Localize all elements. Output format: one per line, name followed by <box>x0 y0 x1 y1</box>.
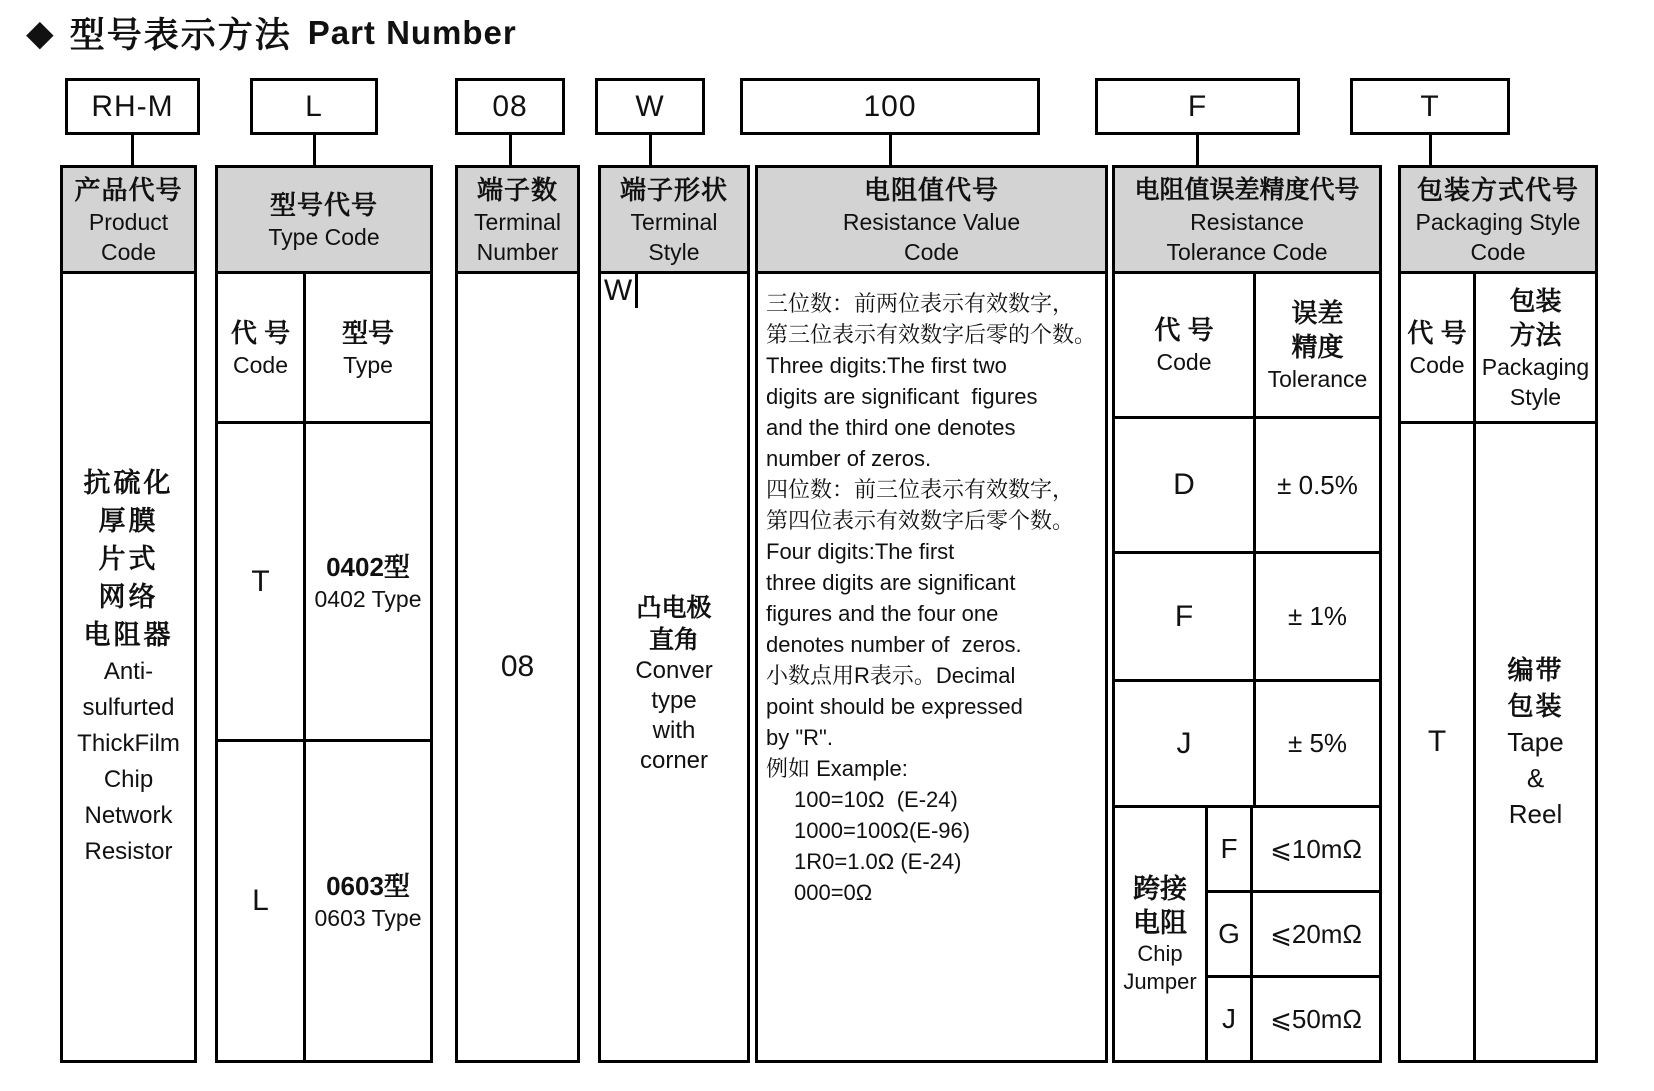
connector-line-tolerance <box>1196 133 1199 167</box>
product-header-cn: 产品代号 <box>74 174 183 205</box>
tolerance-col-value-cn2: 精度 <box>1291 332 1344 362</box>
packaging-table-head-row <box>1401 274 1595 424</box>
type-table <box>218 274 430 1060</box>
column-packaging <box>1398 165 1598 1063</box>
chip-jumper-rows <box>1208 808 1379 1060</box>
section-title <box>26 8 517 58</box>
part-code-box-terminal-style: W <box>595 78 705 135</box>
chip-jumper-en2: Jumper <box>1123 969 1197 994</box>
type-col-code-cn: 代 号 <box>230 317 291 348</box>
column-header-product <box>63 168 194 274</box>
packaging-header-en2: Code <box>1470 238 1526 265</box>
column-type <box>215 165 433 1063</box>
column-header-terminal-number <box>458 168 577 274</box>
type-row-0402-code: T <box>218 424 306 739</box>
resistance-header-en2: Code <box>904 238 959 265</box>
packaging-row-code: T <box>1401 424 1476 1060</box>
tolerance-row-j-code: J <box>1115 682 1256 805</box>
type-col-type-en: Type <box>343 351 393 378</box>
resistance-header-en1: Resistance Value <box>842 208 1021 235</box>
chip-jumper-cn2: 电阻 <box>1133 908 1187 938</box>
terminal-style-header-cn: 端子形状 <box>619 174 728 205</box>
type-col-type-header <box>306 274 430 421</box>
packaging-col-style-header <box>1476 274 1595 421</box>
tolerance-col-code-cn: 代 号 <box>1154 315 1214 345</box>
section-title-en: Part Number <box>307 14 517 51</box>
packaging-row-tape-reel <box>1401 424 1595 1060</box>
terminal-style-header-en2: Style <box>648 238 700 265</box>
product-description-cn: 抗硫化 厚膜 片式 网络 电阻器 <box>83 468 174 650</box>
terminal-style-desc-en: Conver type with corner <box>635 657 713 774</box>
tolerance-col-code-header <box>1115 274 1256 416</box>
type-row-0603-code: L <box>218 742 306 1060</box>
connector-line-resistance <box>889 133 892 167</box>
tolerance-jumper-section <box>1115 808 1379 1060</box>
tolerance-table <box>1115 274 1379 1060</box>
tolerance-row-j <box>1115 682 1379 808</box>
type-col-type-cn: 型号 <box>341 317 394 348</box>
part-code-box-terminal-number: 08 <box>455 78 565 135</box>
tolerance-col-value-en: Tolerance <box>1267 366 1368 392</box>
jumper-row-g-value: ⩽20mΩ <box>1270 918 1362 949</box>
column-product <box>60 165 197 1063</box>
tolerance-row-j-value: ± 5% <box>1287 728 1348 758</box>
type-row-0402-en: 0402 Type <box>314 585 422 612</box>
packaging-col-code-cn: 代 号 <box>1407 317 1467 348</box>
type-row-0603 <box>218 742 430 1060</box>
jumper-row-g-code: G <box>1208 893 1253 975</box>
product-header-en2: Code <box>101 238 156 265</box>
connector-line-terminal-number <box>509 133 512 167</box>
column-resistance <box>755 165 1108 1063</box>
connector-line-product <box>131 133 134 167</box>
tolerance-row-f-value: ± 1% <box>1287 601 1348 631</box>
tolerance-col-code-en: Code <box>1156 349 1212 375</box>
packaging-header-en1: Packaging Style <box>1415 208 1581 235</box>
column-terminal-number <box>455 165 580 1063</box>
jumper-row-j-value: ⩽50mΩ <box>1270 1003 1362 1034</box>
product-header-en1: Product <box>88 208 169 235</box>
packaging-col-code-header <box>1401 274 1476 421</box>
chip-jumper-en1: Chip <box>1137 941 1183 966</box>
packaging-col-code-en: Code <box>1409 351 1465 378</box>
terminal-style-header-en1: Terminal <box>630 208 718 235</box>
column-header-packaging <box>1401 168 1595 274</box>
part-code-box-product: RH-M <box>65 78 200 135</box>
tolerance-table-head-row <box>1115 274 1379 419</box>
tolerance-header-en1: Resistance <box>1190 208 1304 235</box>
terminal-number-header-en2: Number <box>476 238 559 265</box>
packaging-col-style-en2: Style <box>1509 383 1562 410</box>
part-code-box-resistance: 100 <box>740 78 1040 135</box>
jumper-row-f-value: ⩽10mΩ <box>1270 833 1362 864</box>
terminal-number-header-cn: 端子数 <box>476 174 558 205</box>
type-row-0603-en: 0603 Type <box>314 905 422 931</box>
tolerance-col-value-cn1: 误差 <box>1291 298 1344 328</box>
product-description-cell <box>63 274 194 1060</box>
resistance-rule-lines: 三位数：前两位表示有效数字， 第三位表示有效数字后零的个数。 Three digits:The first two digits are significant figures and the third one denotes number of zeros. 四位数：前三位表示有效数字， 第四位表示有效数字后零个数。 Four digits:The first three digits are significant figures and the four one denotes number of zeros. 小数点用R表示。Decimal point should be expressed by "R". 例如 Example: <box>766 291 1097 781</box>
type-row-0402-cn: 0402型 <box>326 551 410 582</box>
jumper-row-f <box>1208 808 1379 893</box>
tolerance-row-d-code: D <box>1115 419 1256 551</box>
chip-jumper-cn1: 跨接 <box>1133 874 1187 904</box>
column-tolerance <box>1112 165 1382 1063</box>
column-header-type <box>218 168 430 274</box>
column-terminal-style <box>598 165 750 1063</box>
terminal-number-value: 08 <box>500 650 535 683</box>
type-row-0402 <box>218 424 430 742</box>
type-row-0402-label <box>306 424 430 739</box>
terminal-style-desc-cn: 凸电极 直角 <box>636 594 712 654</box>
type-col-code-header <box>218 274 306 421</box>
connector-line-packaging <box>1429 133 1432 167</box>
tolerance-row-f-code: F <box>1115 554 1256 679</box>
part-code-box-packaging: T <box>1350 78 1510 135</box>
resistance-description <box>758 274 1105 1060</box>
type-col-code-en: Code <box>233 351 288 378</box>
packaging-col-style-cn1: 包装 <box>1509 285 1562 316</box>
tolerance-header-en2: Tolerance Code <box>1166 238 1328 265</box>
part-code-box-type: L <box>250 78 378 135</box>
type-header-en: Type Code <box>268 223 380 250</box>
product-description-en: Anti- sulfurted ThickFilm Chip Network Resistor <box>77 658 180 865</box>
packaging-col-style-cn2: 方法 <box>1509 319 1562 350</box>
type-table-head-row <box>218 274 430 424</box>
connector-line-terminal-style <box>649 133 652 167</box>
tolerance-row-d-value: ± 0.5% <box>1277 469 1358 500</box>
terminal-style-description <box>601 308 747 1060</box>
terminal-number-header-en1: Terminal <box>474 208 561 235</box>
jumper-row-j-code: J <box>1208 978 1253 1060</box>
tolerance-row-d <box>1115 419 1379 554</box>
column-header-resistance <box>758 168 1105 274</box>
part-code-box-tolerance: F <box>1095 78 1300 135</box>
column-header-terminal-style <box>601 168 747 274</box>
tolerance-row-f <box>1115 554 1379 682</box>
jumper-row-g <box>1208 893 1379 978</box>
column-header-tolerance <box>1115 168 1379 274</box>
jumper-row-f-code: F <box>1208 808 1253 890</box>
diamond-icon: ◆ <box>26 12 54 53</box>
packaging-col-style-en1: Packaging <box>1481 353 1590 380</box>
packaging-row-label <box>1476 424 1595 1060</box>
jumper-row-j <box>1208 978 1379 1060</box>
terminal-style-code: W <box>601 274 638 308</box>
connector-line-type <box>313 133 316 167</box>
type-header-cn: 型号代号 <box>269 189 378 220</box>
packaging-header-cn: 包装方式代号 <box>1416 174 1579 205</box>
terminal-style-body <box>601 274 747 1060</box>
chip-jumper-label-cell <box>1115 808 1208 1060</box>
packaging-table <box>1401 274 1595 1060</box>
type-row-0603-label <box>306 742 430 1060</box>
section-title-cn: 型号表示方法 <box>69 16 292 55</box>
packaging-row-en: Tape & Reel <box>1507 727 1564 829</box>
packaging-row-cn: 编带 包装 <box>1507 655 1564 721</box>
type-row-0603-cn: 0603型 <box>326 871 410 901</box>
resistance-example-lines: 100=10Ω (E-24) 1000=100Ω(E-96) 1R0=1.0Ω (E-24) 000=0Ω <box>794 787 971 905</box>
tolerance-header-cn: 电阻值误差精度代号 <box>1134 175 1360 204</box>
tolerance-col-value-header <box>1256 274 1379 416</box>
resistance-header-cn: 电阻值代号 <box>863 174 999 205</box>
